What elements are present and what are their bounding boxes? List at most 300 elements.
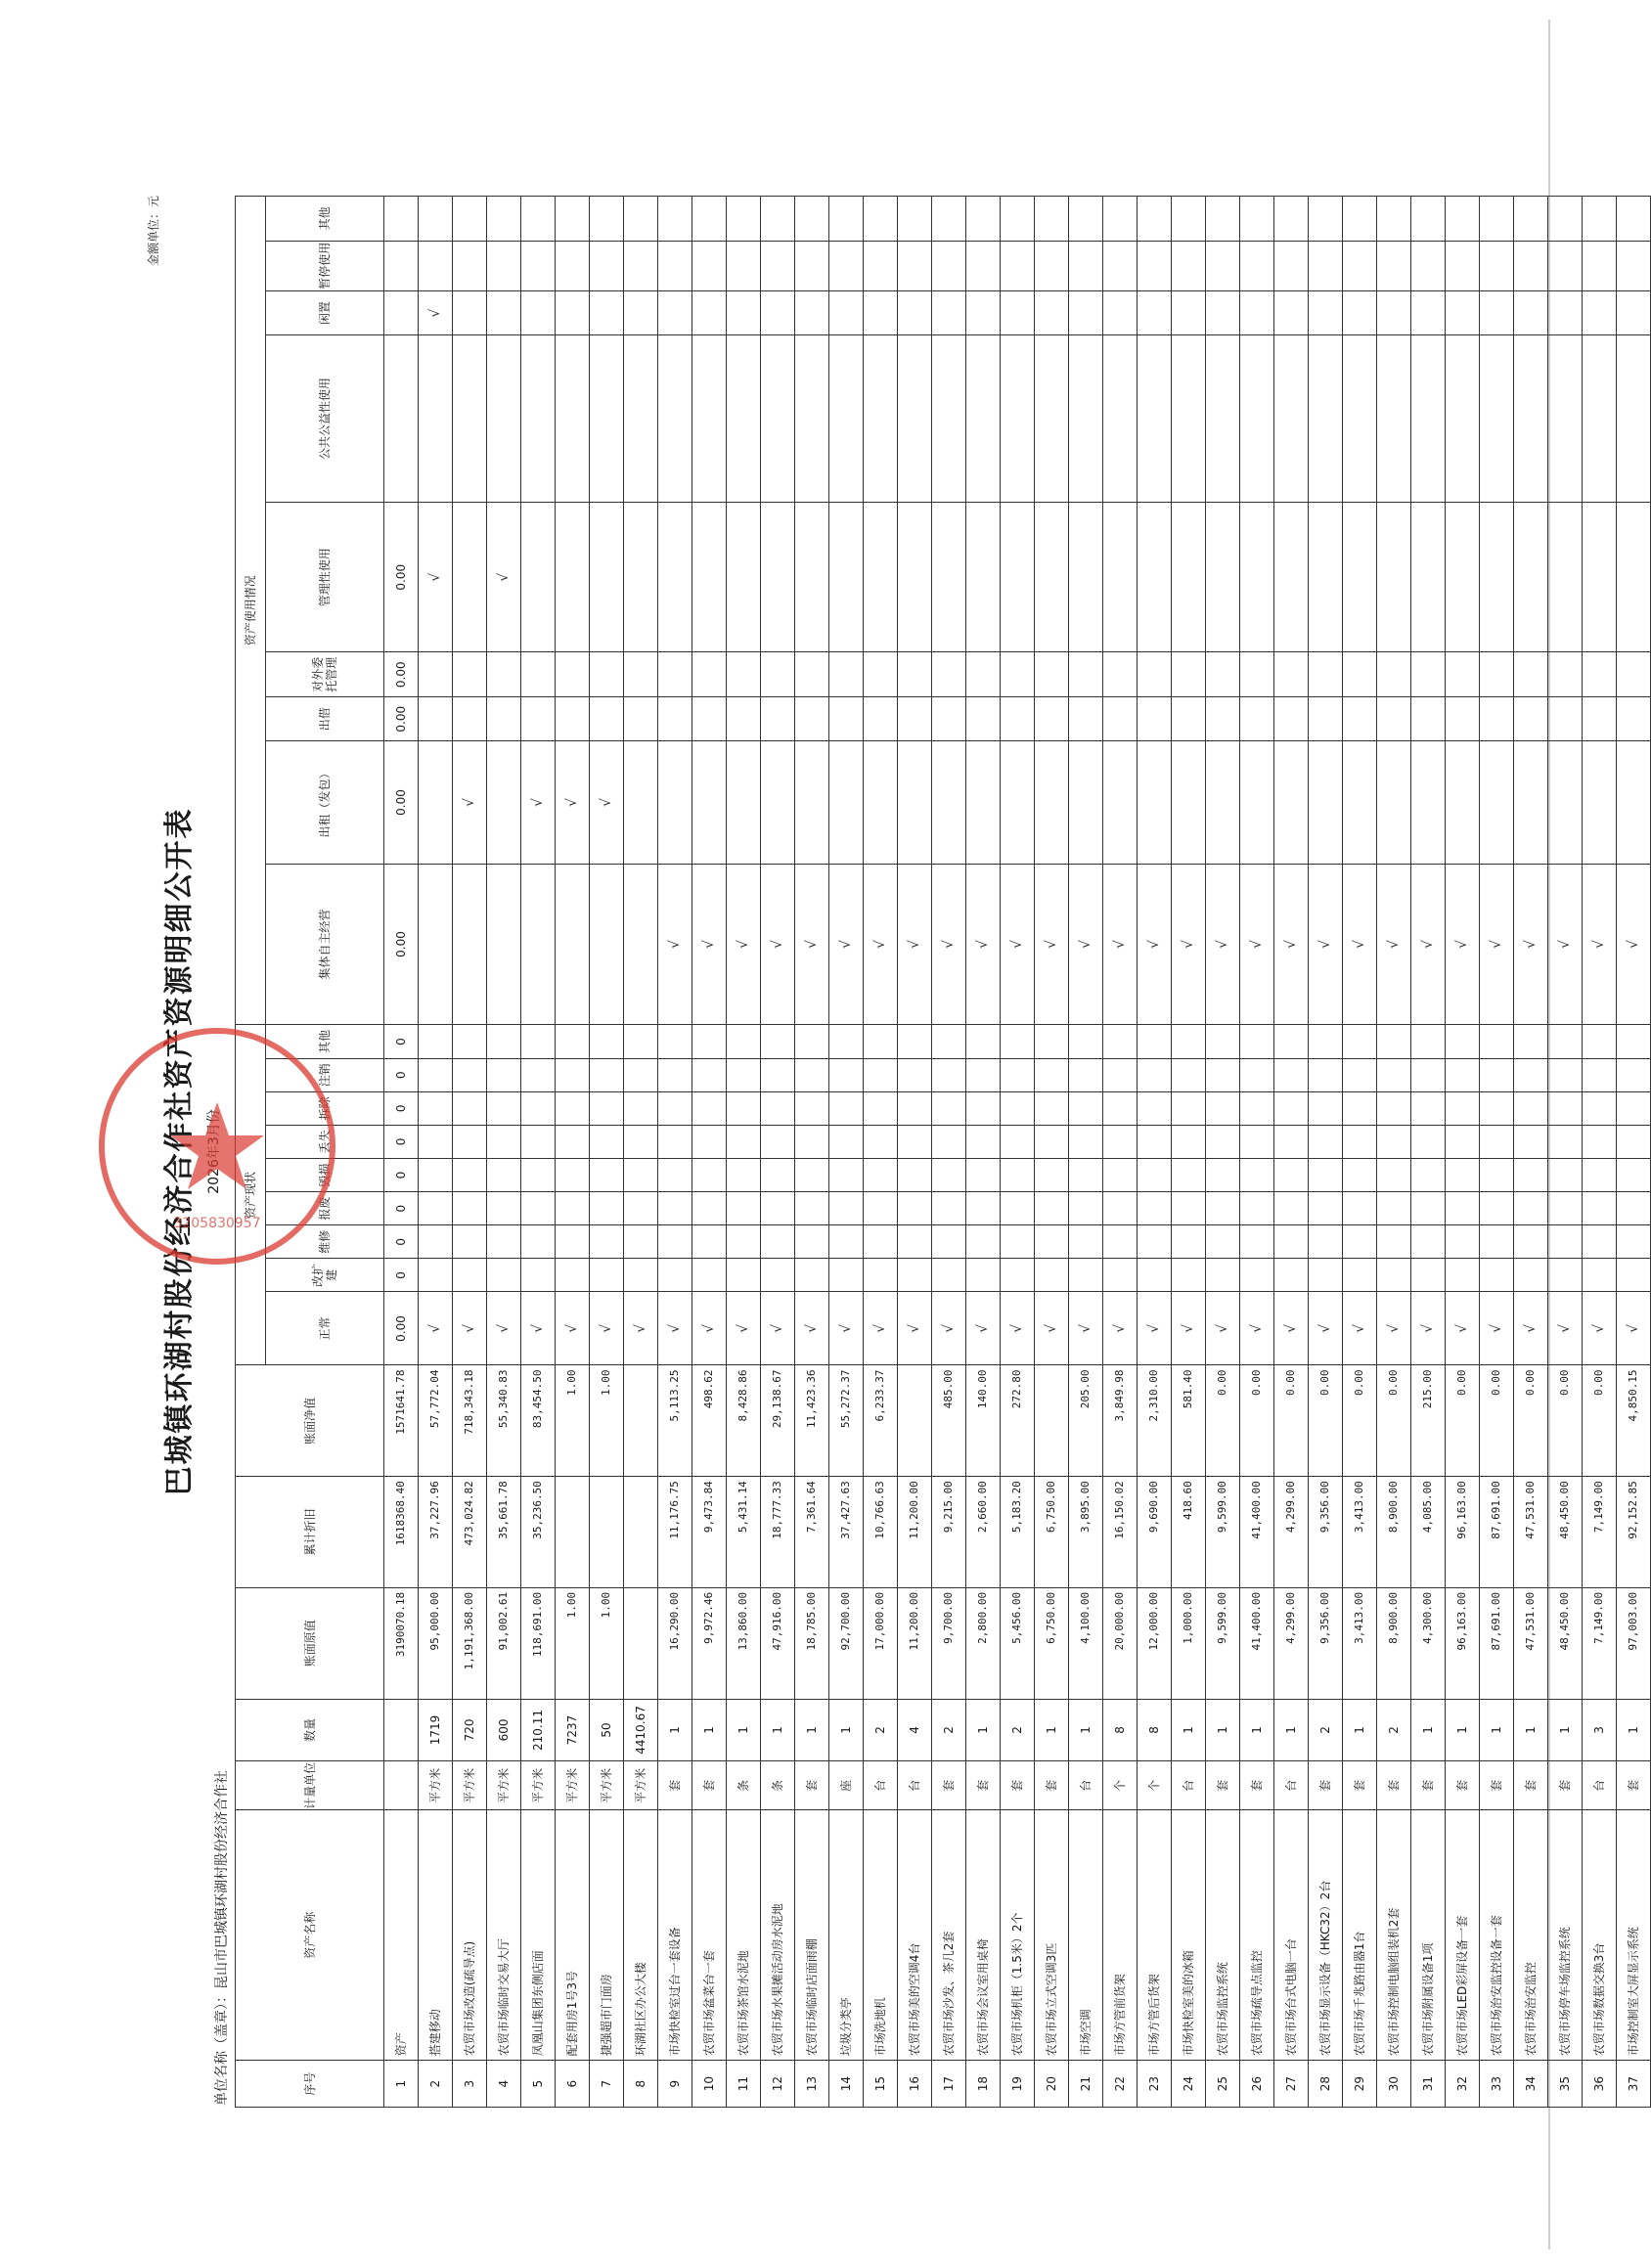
cell-status-5 — [692, 1125, 727, 1158]
cell-qty: 1 — [1172, 1699, 1206, 1761]
cell-usage-4 — [1035, 502, 1069, 652]
header-usage-0: 集体自主经营 — [266, 864, 384, 1025]
cell-status-7 — [1514, 1058, 1548, 1091]
cell-net: 1.00 — [590, 1365, 624, 1477]
cell-name: 农贸市场数据交换3台 — [1583, 1810, 1617, 2061]
cell-status-1 — [1138, 1259, 1172, 1292]
cell-usage-5 — [795, 335, 829, 503]
cell-status-1 — [1617, 1259, 1651, 1292]
cell-name: 农贸市场改造(疏导点) — [453, 1810, 487, 2061]
cell-status-1 — [864, 1259, 898, 1292]
cell-usage-2 — [692, 696, 727, 740]
cell-status-2 — [795, 1225, 829, 1259]
cell-usage-1 — [1548, 741, 1583, 864]
cell-usage-1 — [1411, 741, 1446, 864]
cell-unit: 套 — [966, 1761, 1001, 1810]
cell-usage-1 — [966, 741, 1001, 864]
cell-status-0: √ — [419, 1292, 453, 1365]
cell-net: 1.00 — [556, 1365, 590, 1477]
cell-unit: 台 — [1172, 1761, 1206, 1810]
cell-usage-0: √ — [1617, 864, 1651, 1025]
cell-status-5 — [1377, 1125, 1411, 1158]
cell-status-0: √ — [556, 1292, 590, 1365]
cell-depr: 96,163.00 — [1446, 1477, 1480, 1588]
cell-status-2 — [1548, 1225, 1583, 1259]
cell-status-0: √ — [727, 1292, 761, 1365]
table-row — [1069, 197, 1103, 2108]
cell-book: 1,191,368.00 — [453, 1587, 487, 1699]
cell-usage-1 — [1138, 741, 1172, 864]
cell-usage-5 — [932, 335, 966, 503]
cell-usage-3 — [419, 652, 453, 696]
cell-book: 9,356.00 — [1309, 1587, 1343, 1699]
cell-unit: 台 — [898, 1761, 932, 1810]
table-row — [1035, 197, 1069, 2108]
cell-usage-0: √ — [1411, 864, 1446, 1025]
cell-qty: 1 — [1206, 1699, 1240, 1761]
cell-usage-6 — [453, 290, 487, 334]
cell-status-0: √ — [624, 1292, 658, 1365]
cell-qty: 1 — [1035, 1699, 1069, 1761]
cell-usage-1 — [1446, 741, 1480, 864]
cell-status-1 — [1035, 1259, 1069, 1292]
cell-usage-0: √ — [1274, 864, 1309, 1025]
cell-status-1 — [1240, 1259, 1274, 1292]
cell-status-3 — [1274, 1192, 1309, 1225]
cell-usage-7 — [1035, 241, 1069, 290]
cell-status-5 — [1548, 1125, 1583, 1158]
cell-qty: 1 — [1617, 1699, 1651, 1761]
cell-status-1 — [1377, 1259, 1411, 1292]
cell-depr: 2,660.00 — [966, 1477, 1001, 1588]
cell-qty: 1 — [1514, 1699, 1548, 1761]
cell-status-4 — [1309, 1158, 1343, 1191]
cell-status-5 — [624, 1125, 658, 1158]
cell-unit: 平方米 — [521, 1761, 556, 1810]
cell-status-4 — [1001, 1158, 1035, 1191]
cell-qty: 600 — [487, 1699, 521, 1761]
header-status-0: 正常 — [266, 1292, 384, 1365]
cell-status-3 — [1446, 1192, 1480, 1225]
cell-status-7 — [1240, 1058, 1274, 1091]
cell-status-4 — [556, 1158, 590, 1191]
cell-status-1 — [1069, 1259, 1103, 1292]
cell-status-4 — [453, 1158, 487, 1191]
cell-net: 0.00 — [1514, 1365, 1548, 1477]
cell-net: 0.00 — [1309, 1365, 1343, 1477]
cell-seq: 31 — [1411, 2061, 1446, 2108]
table-row — [829, 197, 864, 2108]
table-row — [966, 197, 1001, 2108]
cell-usage-3 — [1377, 652, 1411, 696]
cell-seq: 8 — [624, 2061, 658, 2108]
header-status-1: 改扩建 — [266, 1259, 384, 1292]
cell-usage-4 — [556, 502, 590, 652]
cell-status-4 — [1103, 1158, 1138, 1191]
cell-status-2 — [419, 1225, 453, 1259]
cell-status-3 — [624, 1192, 658, 1225]
cell-status-2 — [1411, 1225, 1446, 1259]
cell-net: 6,233.37 — [864, 1365, 898, 1477]
cell-unit: 平方米 — [624, 1761, 658, 1810]
cell-usage-4 — [932, 502, 966, 652]
cell-usage-0: √ — [1240, 864, 1274, 1025]
cell-seq: 29 — [1343, 2061, 1377, 2108]
cell-status-4 — [1274, 1158, 1309, 1191]
cell-usage-3 — [1309, 652, 1343, 696]
cell-qty: 1 — [829, 1699, 864, 1761]
cell-status-4 — [1343, 1158, 1377, 1191]
cell-usage-0: √ — [1172, 864, 1206, 1025]
cell-usage-2 — [1411, 696, 1446, 740]
cell-usage-4 — [1583, 502, 1617, 652]
cell-status-2 — [1240, 1225, 1274, 1259]
cell-status-2 — [1343, 1225, 1377, 1259]
cell-qty: 1 — [727, 1699, 761, 1761]
cell-usage-0: √ — [761, 864, 795, 1025]
cell-usage-4: 0.00 — [384, 502, 419, 652]
cell-usage-3 — [1411, 652, 1446, 696]
cell-usage-7 — [1548, 241, 1583, 290]
cell-usage-6 — [692, 290, 727, 334]
cell-usage-7 — [795, 241, 829, 290]
cell-usage-4 — [1343, 502, 1377, 652]
cell-status-6 — [1617, 1091, 1651, 1125]
cell-usage-2: 0.00 — [384, 696, 419, 740]
cell-status-5 — [419, 1125, 453, 1158]
cell-status-4 — [1514, 1158, 1548, 1191]
cell-status-7 — [1206, 1058, 1240, 1091]
cell-status-0: √ — [1583, 1292, 1617, 1365]
cell-status-4 — [419, 1158, 453, 1191]
cell-name: 农贸市场治安监控 — [1514, 1810, 1548, 2061]
cell-status-1 — [658, 1259, 692, 1292]
cell-status-3 — [1411, 1192, 1446, 1225]
cell-book: 20,000.00 — [1103, 1587, 1138, 1699]
header-usage-8: 其他 — [266, 197, 384, 242]
cell-status-8 — [966, 1025, 1001, 1058]
cell-name: 农贸市场LED彩屏设备一套 — [1446, 1810, 1480, 2061]
cell-usage-7 — [1069, 241, 1103, 290]
cell-usage-7 — [898, 241, 932, 290]
cell-net: 55,340.83 — [487, 1365, 521, 1477]
cell-usage-3 — [624, 652, 658, 696]
cell-status-6: 0 — [384, 1091, 419, 1125]
cell-status-4 — [1548, 1158, 1583, 1191]
cell-usage-1 — [1172, 741, 1206, 864]
cell-status-2 — [521, 1225, 556, 1259]
cell-usage-1 — [1240, 741, 1274, 864]
cell-status-8 — [1138, 1025, 1172, 1058]
cell-qty: 1 — [1343, 1699, 1377, 1761]
cell-net: 55,272.37 — [829, 1365, 864, 1477]
cell-status-6 — [1103, 1091, 1138, 1125]
cell-usage-2 — [556, 696, 590, 740]
cell-usage-6 — [761, 290, 795, 334]
cell-depr: 11,176.75 — [658, 1477, 692, 1588]
cell-net: 215.00 — [1411, 1365, 1446, 1477]
cell-usage-1 — [898, 741, 932, 864]
table-row — [761, 197, 795, 2108]
cell-usage-4 — [1240, 502, 1274, 652]
cell-status-2 — [1446, 1225, 1480, 1259]
cell-book: 3190070.18 — [384, 1587, 419, 1699]
cell-usage-7 — [1411, 241, 1446, 290]
cell-status-5 — [1274, 1125, 1309, 1158]
cell-usage-2 — [1548, 696, 1583, 740]
cell-usage-1 — [864, 741, 898, 864]
cell-usage-1: √ — [556, 741, 590, 864]
cell-usage-3 — [1103, 652, 1138, 696]
cell-usage-2 — [864, 696, 898, 740]
cell-unit: 座 — [829, 1761, 864, 1810]
header-usage-group: 资产使用情况 — [236, 197, 266, 1025]
cell-status-7 — [727, 1058, 761, 1091]
cell-status-0: √ — [1480, 1292, 1514, 1365]
cell-status-1 — [1411, 1259, 1446, 1292]
cell-usage-8 — [1240, 197, 1274, 242]
cell-status-7 — [1548, 1058, 1583, 1091]
cell-status-0: √ — [1548, 1292, 1583, 1365]
cell-usage-4 — [898, 502, 932, 652]
cell-usage-2 — [1377, 696, 1411, 740]
cell-status-2 — [624, 1225, 658, 1259]
cell-status-1 — [487, 1259, 521, 1292]
cell-depr — [624, 1477, 658, 1588]
cell-usage-2 — [727, 696, 761, 740]
cell-usage-6 — [932, 290, 966, 334]
table-row — [1514, 197, 1548, 2108]
cell-name: 农贸市场显示设备（HKC32）2台 — [1309, 1810, 1343, 2061]
cell-usage-3 — [1583, 652, 1617, 696]
header-usage-5: 公共公益性使用 — [266, 335, 384, 503]
cell-net: 5,113.25 — [658, 1365, 692, 1477]
table-row — [624, 197, 658, 2108]
header-net: 账面净值 — [236, 1365, 384, 1477]
cell-status-3 — [1103, 1192, 1138, 1225]
cell-unit: 套 — [1548, 1761, 1583, 1810]
cell-status-6 — [453, 1091, 487, 1125]
cell-status-4 — [1138, 1158, 1172, 1191]
cell-book: 41,400.00 — [1240, 1587, 1274, 1699]
cell-usage-0: √ — [727, 864, 761, 1025]
cell-net: 0.00 — [1274, 1365, 1309, 1477]
cell-usage-0: √ — [932, 864, 966, 1025]
cell-usage-6 — [795, 290, 829, 334]
table-row — [487, 197, 521, 2108]
cell-qty: 1 — [761, 1699, 795, 1761]
cell-usage-3 — [453, 652, 487, 696]
cell-usage-4 — [1617, 502, 1651, 652]
asset-table — [235, 196, 1651, 2108]
cell-book: 91,002.61 — [487, 1587, 521, 1699]
cell-status-3 — [1138, 1192, 1172, 1225]
cell-status-3 — [898, 1192, 932, 1225]
cell-status-1 — [1343, 1259, 1377, 1292]
unit-name-label: 单位名称（盖章）：昆山市巴城镇环湖村股份经济合作社 — [214, 1770, 230, 2106]
cell-net: 718,343.18 — [453, 1365, 487, 1477]
cell-unit: 平方米 — [556, 1761, 590, 1810]
cell-usage-2 — [419, 696, 453, 740]
cell-usage-2 — [1514, 696, 1548, 740]
table-row — [658, 197, 692, 2108]
header-status-8: 其他 — [266, 1025, 384, 1058]
cell-usage-4 — [624, 502, 658, 652]
cell-status-6 — [556, 1091, 590, 1125]
cell-usage-7 — [384, 241, 419, 290]
cell-usage-3 — [1206, 652, 1240, 696]
cell-status-4 — [590, 1158, 624, 1191]
cell-usage-4 — [1001, 502, 1035, 652]
cell-book: 1.00 — [590, 1587, 624, 1699]
header-usage-2: 出借 — [266, 696, 384, 740]
cell-net: 4,850.15 — [1617, 1365, 1651, 1477]
cell-usage-4 — [1138, 502, 1172, 652]
cell-status-7 — [1583, 1058, 1617, 1091]
cell-usage-2 — [1343, 696, 1377, 740]
cell-book: 16,290.00 — [658, 1587, 692, 1699]
cell-status-1 — [1172, 1259, 1206, 1292]
cell-status-2 — [829, 1225, 864, 1259]
cell-usage-5 — [1001, 335, 1035, 503]
cell-net: 0.00 — [1548, 1365, 1583, 1477]
cell-qty: 1 — [1480, 1699, 1514, 1761]
cell-depr: 9,690.00 — [1138, 1477, 1172, 1588]
cell-usage-1 — [727, 741, 761, 864]
cell-status-5 — [590, 1125, 624, 1158]
cell-usage-8 — [624, 197, 658, 242]
cell-usage-5 — [1343, 335, 1377, 503]
cell-status-6 — [932, 1091, 966, 1125]
cell-usage-3 — [1138, 652, 1172, 696]
cell-usage-4 — [590, 502, 624, 652]
table-row — [419, 197, 453, 2108]
cell-usage-6 — [1035, 290, 1069, 334]
cell-status-3 — [1548, 1192, 1583, 1225]
cell-seq: 2 — [419, 2061, 453, 2108]
cell-status-8 — [590, 1025, 624, 1058]
cell-unit: 套 — [795, 1761, 829, 1810]
cell-usage-3 — [521, 652, 556, 696]
cell-usage-5 — [1206, 335, 1240, 503]
cell-status-3 — [1514, 1192, 1548, 1225]
cell-usage-4 — [1480, 502, 1514, 652]
cell-qty: 1 — [1548, 1699, 1583, 1761]
cell-status-8 — [658, 1025, 692, 1058]
cell-usage-2 — [966, 696, 1001, 740]
cell-status-1 — [1446, 1259, 1480, 1292]
cell-usage-0: √ — [898, 864, 932, 1025]
cell-usage-3 — [487, 652, 521, 696]
cell-usage-8 — [590, 197, 624, 242]
cell-status-8 — [1069, 1025, 1103, 1058]
cell-usage-7 — [1274, 241, 1309, 290]
cell-usage-7 — [1172, 241, 1206, 290]
cell-status-6 — [521, 1091, 556, 1125]
cell-status-8 — [932, 1025, 966, 1058]
cell-status-7 — [1274, 1058, 1309, 1091]
cell-seq: 30 — [1377, 2061, 1411, 2108]
cell-unit: 台 — [1583, 1761, 1617, 1810]
cell-depr: 37,227.96 — [419, 1477, 453, 1588]
cell-usage-5 — [692, 335, 727, 503]
header-status-5: 丢失 — [266, 1125, 384, 1158]
cell-unit: 台 — [1274, 1761, 1309, 1810]
cell-name: 农贸市场盆菜台一套 — [692, 1810, 727, 2061]
cell-book: 2,800.00 — [966, 1587, 1001, 1699]
cell-qty: 7237 — [556, 1699, 590, 1761]
cell-status-2 — [453, 1225, 487, 1259]
cell-book: 9,700.00 — [932, 1587, 966, 1699]
cell-seq: 22 — [1103, 2061, 1138, 2108]
table-row — [1309, 197, 1343, 2108]
cell-status-2 — [1514, 1225, 1548, 1259]
cell-depr: 9,473.84 — [692, 1477, 727, 1588]
cell-status-2 — [1377, 1225, 1411, 1259]
cell-status-5 — [898, 1125, 932, 1158]
cell-status-3 — [864, 1192, 898, 1225]
cell-status-5 — [864, 1125, 898, 1158]
cell-status-2 — [692, 1225, 727, 1259]
cell-status-0: √ — [795, 1292, 829, 1365]
cell-net: 0.00 — [1583, 1365, 1617, 1477]
cell-usage-3 — [1617, 652, 1651, 696]
cell-status-0: √ — [1206, 1292, 1240, 1365]
cell-status-1 — [795, 1259, 829, 1292]
cell-status-8 — [898, 1025, 932, 1058]
cell-status-1 — [829, 1259, 864, 1292]
header-book: 账面原值 — [236, 1587, 384, 1699]
cell-status-3 — [761, 1192, 795, 1225]
cell-name: 农贸市场美的空调4台 — [898, 1810, 932, 2061]
cell-usage-2 — [1240, 696, 1274, 740]
cell-usage-5 — [1617, 335, 1651, 503]
cell-usage-4 — [1377, 502, 1411, 652]
cell-net: 3,849.98 — [1103, 1365, 1138, 1477]
cell-status-0: √ — [1035, 1292, 1069, 1365]
cell-usage-7 — [590, 241, 624, 290]
cell-usage-6 — [1103, 290, 1138, 334]
cell-usage-6 — [521, 290, 556, 334]
cell-status-7 — [898, 1058, 932, 1091]
cell-usage-7 — [829, 241, 864, 290]
cell-qty: 1 — [966, 1699, 1001, 1761]
cell-usage-7 — [1480, 241, 1514, 290]
table-row — [1411, 197, 1446, 2108]
table-row — [898, 197, 932, 2108]
cell-status-0: 0.00 — [384, 1292, 419, 1365]
cell-status-7 — [795, 1058, 829, 1091]
cell-status-4 — [692, 1158, 727, 1191]
cell-name: 农贸市场茶馆水泥地 — [727, 1810, 761, 2061]
cell-status-8 — [1103, 1025, 1138, 1058]
cell-status-6 — [1480, 1091, 1514, 1125]
cell-status-6 — [1377, 1091, 1411, 1125]
cell-status-3 — [1583, 1192, 1617, 1225]
cell-usage-8 — [932, 197, 966, 242]
cell-book: 12,000.00 — [1138, 1587, 1172, 1699]
cell-usage-0: √ — [1377, 864, 1411, 1025]
table-row — [727, 197, 761, 2108]
cell-status-3 — [829, 1192, 864, 1225]
cell-depr — [590, 1477, 624, 1588]
table-row — [1446, 197, 1480, 2108]
cell-book: 11,200.00 — [898, 1587, 932, 1699]
cell-unit: 台 — [864, 1761, 898, 1810]
cell-unit: 套 — [1001, 1761, 1035, 1810]
cell-usage-8 — [487, 197, 521, 242]
cell-status-4 — [1480, 1158, 1514, 1191]
